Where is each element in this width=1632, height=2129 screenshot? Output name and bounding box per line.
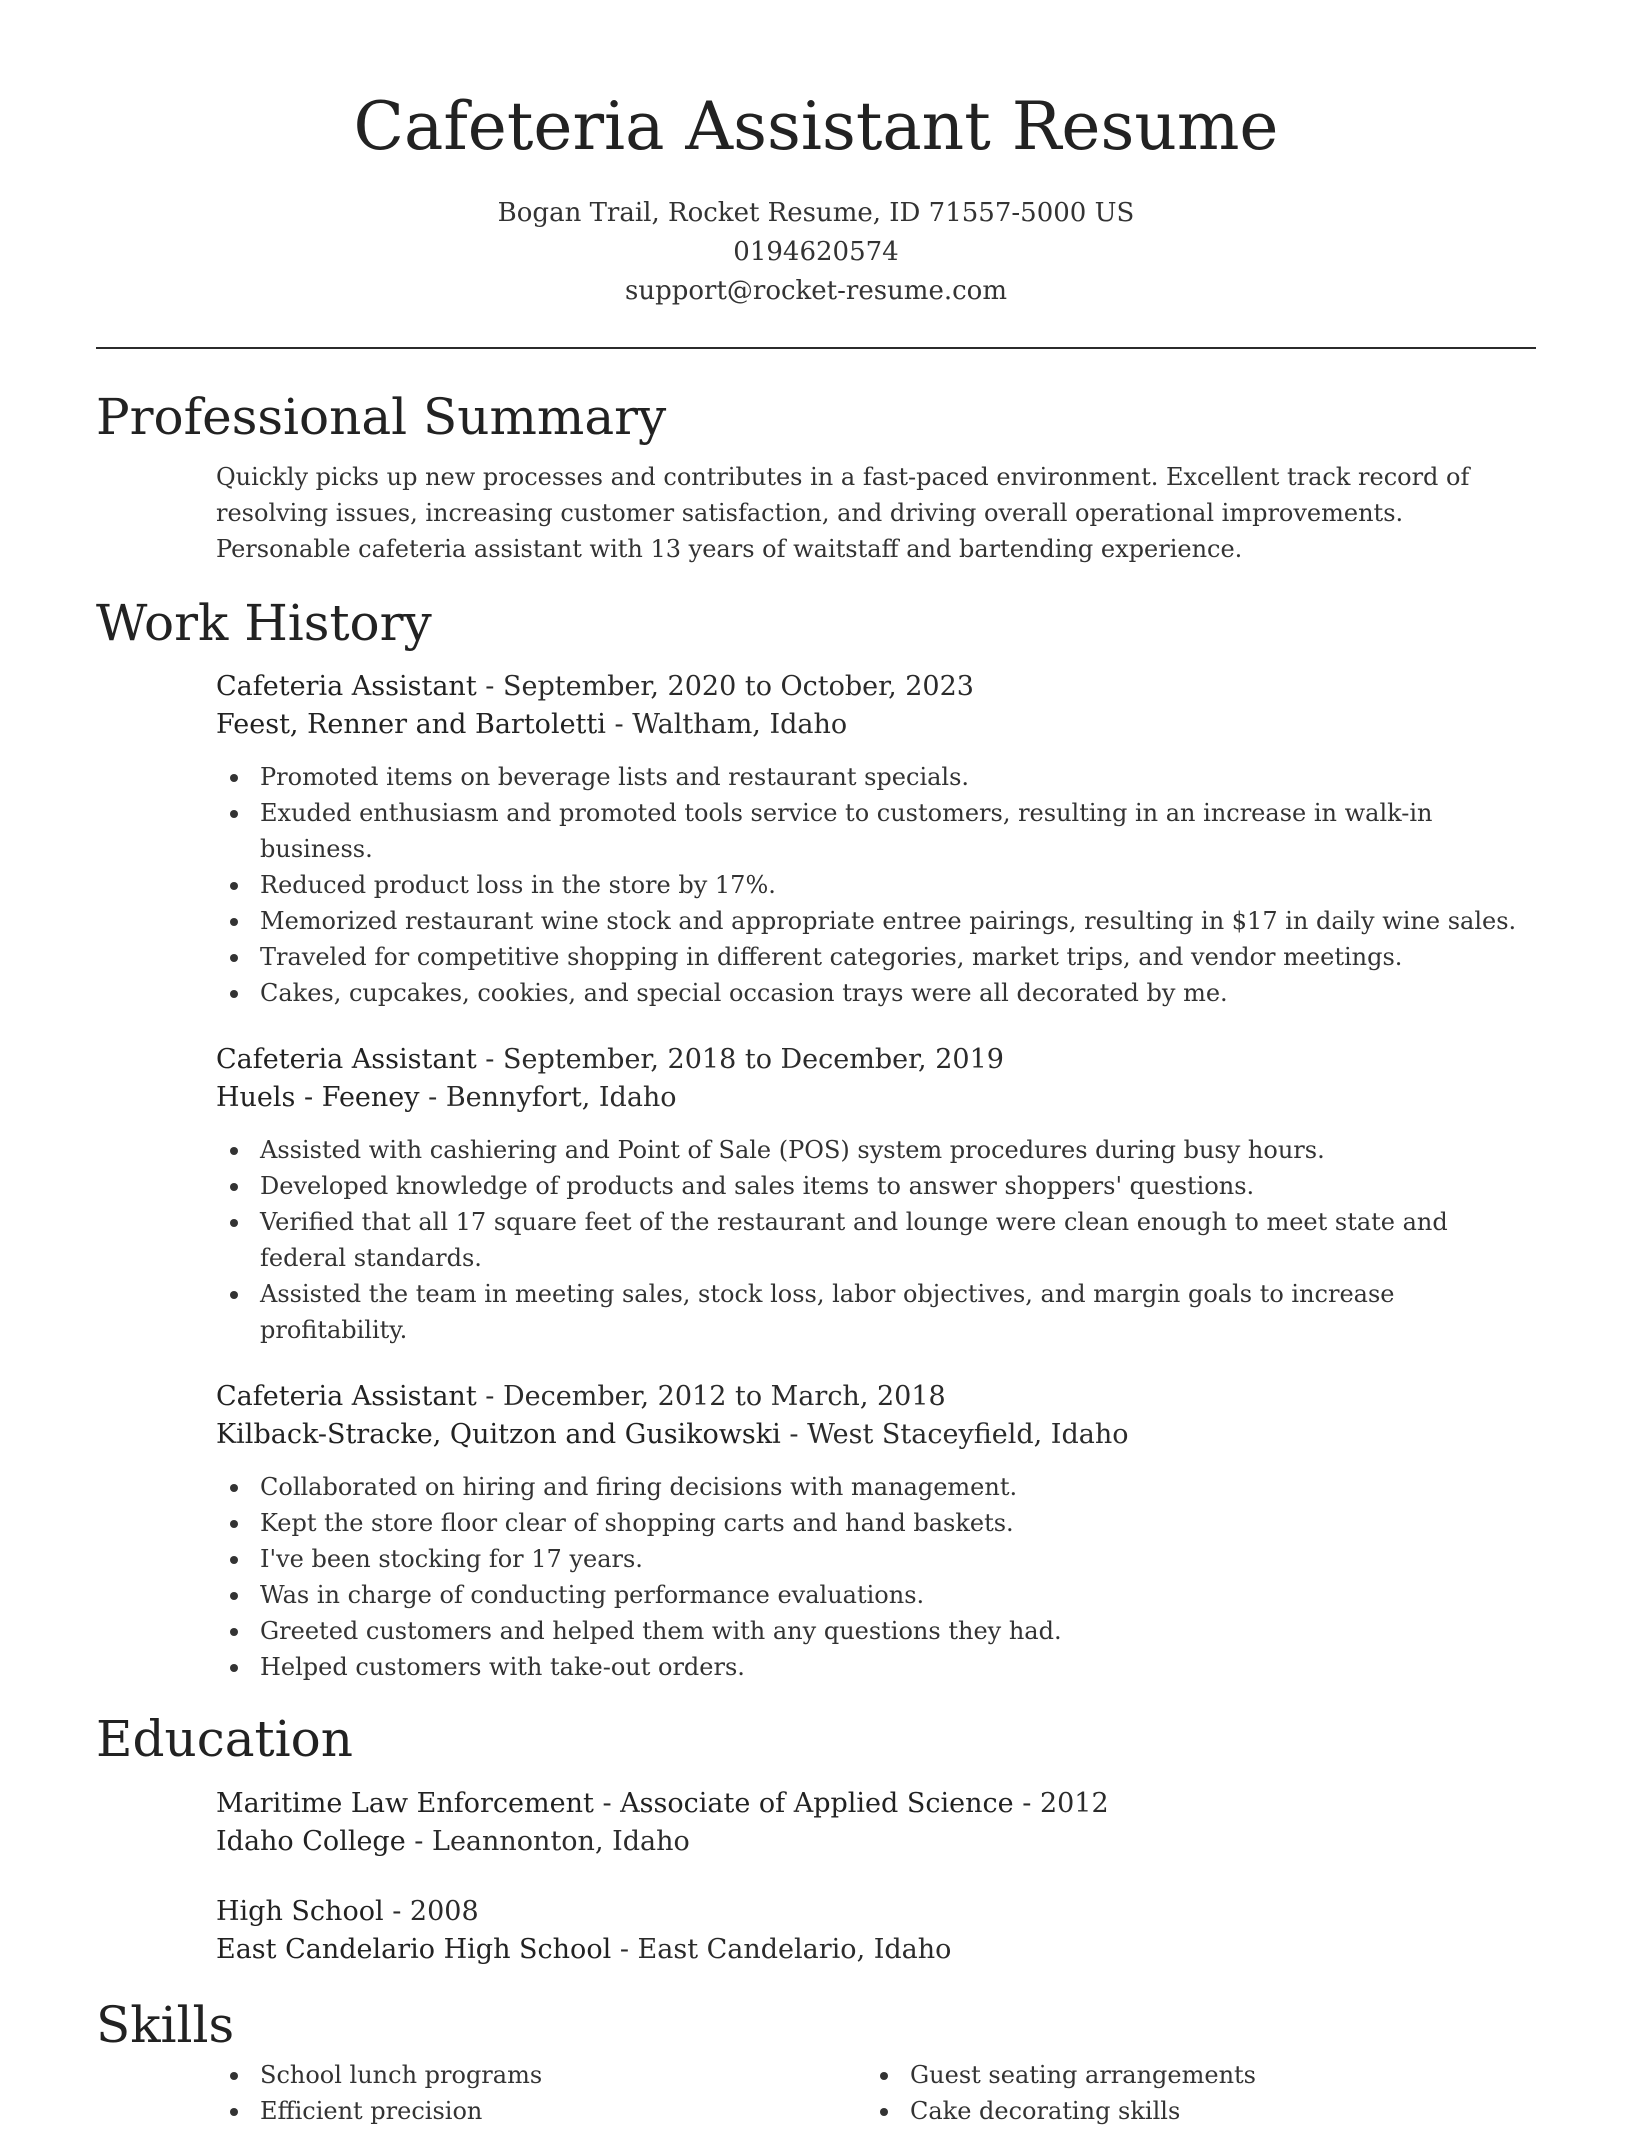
skills-column-left bbox=[216, 2057, 866, 2129]
education-school-line bbox=[216, 1823, 1536, 1861]
job-bullets bbox=[216, 759, 1540, 1011]
skills-heading: Skills bbox=[96, 1996, 235, 2054]
skills-section bbox=[96, 1995, 1536, 2129]
skills-grid bbox=[216, 2057, 1536, 2129]
summary-heading: Professional Summary bbox=[96, 388, 667, 446]
job-entry bbox=[216, 1378, 1536, 1685]
list-item: Cakes, cupcakes, cookies, and special occasion trays were all decorated by me. bbox=[260, 975, 1540, 1011]
separator: - bbox=[614, 709, 633, 740]
education-year: 2008 bbox=[409, 1896, 479, 1927]
skills-list bbox=[866, 2057, 1510, 2129]
education-year: 2012 bbox=[1039, 1788, 1109, 1819]
job-bullets bbox=[216, 1469, 1540, 1685]
job-location: Bennyfort, Idaho bbox=[445, 1082, 677, 1113]
job-entry bbox=[216, 1041, 1536, 1348]
resume-page bbox=[96, 0, 1536, 2129]
separator: - bbox=[392, 1896, 410, 1927]
job-company-line bbox=[216, 1079, 1536, 1117]
list-item: Guest seating arrangements bbox=[910, 2057, 1510, 2093]
job-location: Waltham, Idaho bbox=[632, 709, 848, 740]
list-item: Assisted with cashiering and Point of Sale (POS) system procedures during busy hours. bbox=[260, 1132, 1540, 1168]
list-item: Efficient precision bbox=[260, 2093, 860, 2129]
job-location: West Staceyfield, Idaho bbox=[807, 1419, 1129, 1450]
job-entry bbox=[216, 668, 1536, 1011]
list-item: Reduced product loss in the store by 17%. bbox=[260, 867, 1540, 903]
separator: - bbox=[428, 1082, 446, 1113]
work-heading: Work History bbox=[96, 594, 432, 652]
skills-column-right bbox=[866, 2057, 1516, 2129]
summary-section bbox=[96, 387, 1536, 567]
job-company: Kilback-Stracke, Quitzon and Gusikowski bbox=[216, 1419, 781, 1450]
education-school-line bbox=[216, 1931, 1536, 1969]
education-location: East Candelario, Idaho bbox=[637, 1934, 952, 1965]
list-item: School lunch programs bbox=[260, 2057, 860, 2093]
education-degree-line bbox=[216, 1893, 1536, 1931]
job-dates: September, 2020 to October, 2023 bbox=[502, 671, 974, 702]
contact-email: support@rocket-resume.com bbox=[624, 276, 1007, 306]
list-item: Greeted customers and helped them with any questions they had. bbox=[260, 1613, 1540, 1649]
separator: - bbox=[485, 1381, 503, 1412]
resume-title: Cafeteria Assistant Resume bbox=[353, 88, 1279, 165]
education-degree-line bbox=[216, 1785, 1536, 1823]
job-dates: December, 2012 to March, 2018 bbox=[502, 1381, 946, 1412]
education-heading: Education bbox=[96, 1710, 353, 1768]
education-entry bbox=[216, 1893, 1536, 1969]
work-section bbox=[96, 593, 1536, 1685]
list-item: Cake decorating skills bbox=[910, 2093, 1510, 2129]
separator: - bbox=[414, 1826, 433, 1857]
separator: - bbox=[619, 1934, 638, 1965]
education-location: Leannonton, Idaho bbox=[432, 1826, 690, 1857]
summary-text: Quickly picks up new processes and contributes in a fast-paced environment. Excellent track record of resolving issues, increasing customer satisfaction, and driving overall operational improvements. Personable cafeteria assistant with 13 years of waitstaff and bartending experience. bbox=[216, 463, 1470, 563]
list-item: Traveled for competitive shopping in different categories, market trips, and vendor meetings. bbox=[260, 939, 1540, 975]
resume-header bbox=[96, 0, 1536, 311]
list-item: Assisted the team in meeting sales, stock loss, labor objectives, and margin goals to increase profitability. bbox=[260, 1276, 1540, 1348]
education-school: East Candelario High School bbox=[216, 1934, 612, 1965]
list-item: Collaborated on hiring and firing decisions with management. bbox=[260, 1469, 1540, 1505]
job-company: Huels - Feeney bbox=[216, 1082, 420, 1113]
job-title-line bbox=[216, 1378, 1536, 1416]
list-item: Developed knowledge of products and sales items to answer shoppers' questions. bbox=[260, 1168, 1540, 1204]
job-title-line bbox=[216, 668, 1536, 706]
list-item: Exuded enthusiasm and promoted tools service to customers, resulting in an increase in walk-in business. bbox=[260, 795, 1540, 867]
separator: - bbox=[485, 671, 503, 702]
job-company: Feest, Renner and Bartoletti bbox=[216, 709, 606, 740]
job-company-line bbox=[216, 1416, 1536, 1454]
list-item: Promoted items on beverage lists and restaurant specials. bbox=[260, 759, 1540, 795]
education-section bbox=[96, 1709, 1536, 1969]
job-role: Cafeteria Assistant bbox=[216, 1044, 477, 1075]
skills-list bbox=[216, 2057, 860, 2129]
education-entry bbox=[216, 1785, 1536, 1861]
list-item: Was in charge of conducting performance evaluations. bbox=[260, 1577, 1540, 1613]
job-role: Cafeteria Assistant bbox=[216, 1381, 477, 1412]
job-title-line bbox=[216, 1041, 1536, 1079]
job-bullets bbox=[216, 1132, 1540, 1348]
education-field: High School bbox=[216, 1896, 384, 1927]
contact-address: Bogan Trail, Rocket Resume, ID 71557-5000 US bbox=[497, 198, 1135, 228]
separator: - bbox=[1022, 1788, 1040, 1819]
separator: - bbox=[602, 1788, 621, 1819]
header-divider bbox=[96, 347, 1536, 349]
job-dates: September, 2018 to December, 2019 bbox=[502, 1044, 1004, 1075]
list-item: Kept the store floor clear of shopping carts and hand baskets. bbox=[260, 1505, 1540, 1541]
separator: - bbox=[485, 1044, 503, 1075]
list-item: Helped customers with take-out orders. bbox=[260, 1649, 1540, 1685]
job-company-line bbox=[216, 706, 1536, 744]
list-item: Verified that all 17 square feet of the restaurant and lounge were clean enough to meet state and federal standards. bbox=[260, 1204, 1540, 1276]
list-item: Memorized restaurant wine stock and appropriate entree pairings, resulting in $17 in daily wine sales. bbox=[260, 903, 1540, 939]
education-field: Maritime Law Enforcement bbox=[216, 1788, 594, 1819]
separator: - bbox=[789, 1419, 808, 1450]
contact-block bbox=[96, 194, 1536, 311]
education-degree: Associate of Applied Science bbox=[620, 1788, 1014, 1819]
list-item: I've been stocking for 17 years. bbox=[260, 1541, 1540, 1577]
education-school: Idaho College bbox=[216, 1826, 406, 1857]
job-role: Cafeteria Assistant bbox=[216, 671, 477, 702]
contact-phone: 0194620574 bbox=[733, 237, 899, 267]
